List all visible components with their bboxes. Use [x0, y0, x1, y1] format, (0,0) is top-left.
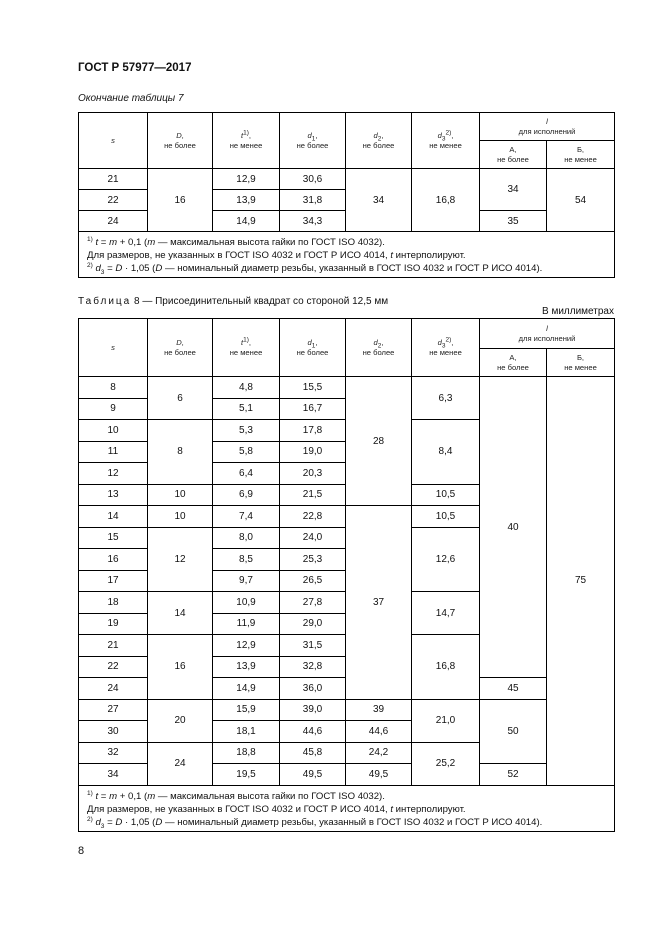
page-number: 8 [78, 845, 85, 857]
cell-t: 5,1 [213, 398, 280, 420]
cell-d3: 6,3 [412, 377, 480, 420]
cell-A: 35 [480, 211, 547, 232]
cell-t: 13,9 [213, 190, 280, 211]
cell-t: 14,9 [213, 211, 280, 232]
cell-d2: 34 [346, 169, 412, 232]
cell-A: 34 [480, 169, 547, 211]
cell-B: 54 [547, 169, 615, 232]
cell-d1: 16,7 [280, 398, 346, 420]
cell-s: 27 [79, 699, 148, 721]
cell-t: 6,4 [213, 463, 280, 485]
cell-d1: 32,8 [280, 656, 346, 678]
col-header-d1: $d_1$, не более [280, 319, 346, 377]
cell-t: 15,9 [213, 699, 280, 721]
cell-s: 34 [79, 764, 148, 786]
cell-s: 11 [79, 441, 148, 463]
cell-t: 8,5 [213, 549, 280, 571]
cell-s: 10 [79, 420, 148, 442]
cell-d3: 14,7 [412, 592, 480, 635]
cell-A: 45 [480, 678, 547, 700]
cell-t: 14,9 [213, 678, 280, 700]
cell-d2: 28 [346, 377, 412, 506]
cell-A: 50 [480, 699, 547, 764]
cell-D: 10 [148, 484, 213, 506]
cell-d2: 49,5 [346, 764, 412, 786]
cell-s: 18 [79, 592, 148, 614]
cell-d1: 44,6 [280, 721, 346, 743]
cell-s: 32 [79, 742, 148, 764]
cell-B: 75 [547, 377, 615, 786]
col-header-B: Б, не менее [547, 349, 615, 377]
cell-d3: 10,5 [412, 506, 480, 528]
col-header-s: s [79, 319, 148, 377]
cell-s: 22 [79, 190, 148, 211]
cell-d1: 21,5 [280, 484, 346, 506]
cell-t: 9,7 [213, 570, 280, 592]
cell-t: 11,9 [213, 613, 280, 635]
cell-d1: 24,0 [280, 527, 346, 549]
col-header-D: D, не более [148, 319, 213, 377]
col-header-t: $t^{1)}$, не менее [213, 319, 280, 377]
cell-D: 14 [148, 592, 213, 635]
cell-d1: 49,5 [280, 764, 346, 786]
cell-s: 8 [79, 377, 148, 399]
cell-t: 5,8 [213, 441, 280, 463]
col-header-d3: $d_3^{2)}$, не менее [412, 113, 480, 169]
cell-t: 12,9 [213, 169, 280, 190]
cell-d1: 20,3 [280, 463, 346, 485]
cell-d1: 17,8 [280, 420, 346, 442]
footnotes: $^{1)}$ t = m + 0,1 (m — максимальная высота гайки по ГОСТ ISO 4032). Для размеров, не указанных в ГОСТ ISO 4032 и ГОСТ Р ИСО 4014, t интерполируют. $^{2)}$ $d_3 = D \cdot 1,05$ (D — номинальный диаметр резьбы, указанный в ГОСТ ISO 4032 и ГОСТ Р ИСО 4014). [79, 785, 615, 831]
cell-D: 6 [148, 377, 213, 420]
cell-d1: 19,0 [280, 441, 346, 463]
table-7 [78, 112, 615, 278]
cell-D: 10 [148, 506, 213, 528]
col-header-l: l для исполнений [480, 319, 615, 349]
cell-d3: 16,8 [412, 169, 480, 232]
cell-s: 16 [79, 549, 148, 571]
cell-d1: 26,5 [280, 570, 346, 592]
cell-t: 4,8 [213, 377, 280, 399]
table7-caption: Окончание таблицы 7 [78, 93, 184, 104]
cell-s: 14 [79, 506, 148, 528]
cell-t: 10,9 [213, 592, 280, 614]
cell-d3: 12,6 [412, 527, 480, 592]
cell-t: 19,5 [213, 764, 280, 786]
col-header-d3: $d_3^{2)}$, не менее [412, 319, 480, 377]
cell-t: 6,9 [213, 484, 280, 506]
units-label: В миллиметрах [542, 306, 614, 317]
cell-d1: 22,8 [280, 506, 346, 528]
cell-d1: 34,3 [280, 211, 346, 232]
cell-A: 52 [480, 764, 547, 786]
cell-d1: 31,8 [280, 190, 346, 211]
table8-caption: Таблица 8 — Присоединительный квадрат со стороной 12,5 мм [78, 296, 389, 307]
col-header-l: l для исполнений [480, 113, 615, 141]
cell-s: 21 [79, 635, 148, 657]
cell-s: 24 [79, 678, 148, 700]
cell-d3: 21,0 [412, 699, 480, 742]
cell-t: 18,8 [213, 742, 280, 764]
col-header-A: А, не более [480, 349, 547, 377]
col-header-D: D, не более [148, 113, 213, 169]
cell-t: 18,1 [213, 721, 280, 743]
cell-D: 12 [148, 527, 213, 592]
col-header-B: Б, не менее [547, 141, 615, 169]
cell-t: 13,9 [213, 656, 280, 678]
cell-s: 13 [79, 484, 148, 506]
col-header-A: А, не более [480, 141, 547, 169]
col-header-d2: $d_2$, не более [346, 113, 412, 169]
cell-s: 19 [79, 613, 148, 635]
cell-d1: 15,5 [280, 377, 346, 399]
cell-t: 5,3 [213, 420, 280, 442]
table-8 [78, 318, 615, 832]
footnotes: $^{1)}$ t = m + 0,1 (m — максимальная высота гайки по ГОСТ ISO 4032). Для размеров, не указанных в ГОСТ ISO 4032 и ГОСТ Р ИСО 4014, t интерполируют. $^{2)}$ $d_3 = D \cdot 1,05$ (D — номинальный диаметр резьбы, указанный в ГОСТ ISO 4032 и ГОСТ Р ИСО 4014). [79, 232, 615, 278]
cell-d2: 24,2 [346, 742, 412, 764]
cell-s: 15 [79, 527, 148, 549]
cell-D: 16 [148, 169, 213, 232]
col-header-t: $t^{1)}$, не менее [213, 113, 280, 169]
cell-d2: 39 [346, 699, 412, 721]
cell-d1: 31,5 [280, 635, 346, 657]
col-header-s: s [79, 113, 148, 169]
col-header-d1: $d_1$, не более [280, 113, 346, 169]
cell-t: 8,0 [213, 527, 280, 549]
cell-d1: 25,3 [280, 549, 346, 571]
cell-d3: 10,5 [412, 484, 480, 506]
cell-s: 30 [79, 721, 148, 743]
cell-d3: 8,4 [412, 420, 480, 485]
cell-D: 24 [148, 742, 213, 785]
cell-s: 17 [79, 570, 148, 592]
cell-d1: 45,8 [280, 742, 346, 764]
cell-t: 7,4 [213, 506, 280, 528]
cell-d3: 25,2 [412, 742, 480, 785]
cell-A: 40 [480, 377, 547, 678]
cell-d1: 30,6 [280, 169, 346, 190]
cell-D: 16 [148, 635, 213, 700]
cell-D: 20 [148, 699, 213, 742]
cell-t: 12,9 [213, 635, 280, 657]
cell-s: 21 [79, 169, 148, 190]
cell-d2: 37 [346, 506, 412, 700]
cell-s: 22 [79, 656, 148, 678]
cell-d2: 44,6 [346, 721, 412, 743]
cell-s: 24 [79, 211, 148, 232]
cell-d3: 16,8 [412, 635, 480, 700]
cell-s: 9 [79, 398, 148, 420]
cell-d1: 39,0 [280, 699, 346, 721]
cell-d1: 27,8 [280, 592, 346, 614]
cell-D: 8 [148, 420, 213, 485]
cell-d1: 36,0 [280, 678, 346, 700]
cell-s: 12 [79, 463, 148, 485]
col-header-d2: $d_2$, не более [346, 319, 412, 377]
document-title: ГОСТ Р 57977—2017 [78, 62, 192, 74]
cell-d1: 29,0 [280, 613, 346, 635]
